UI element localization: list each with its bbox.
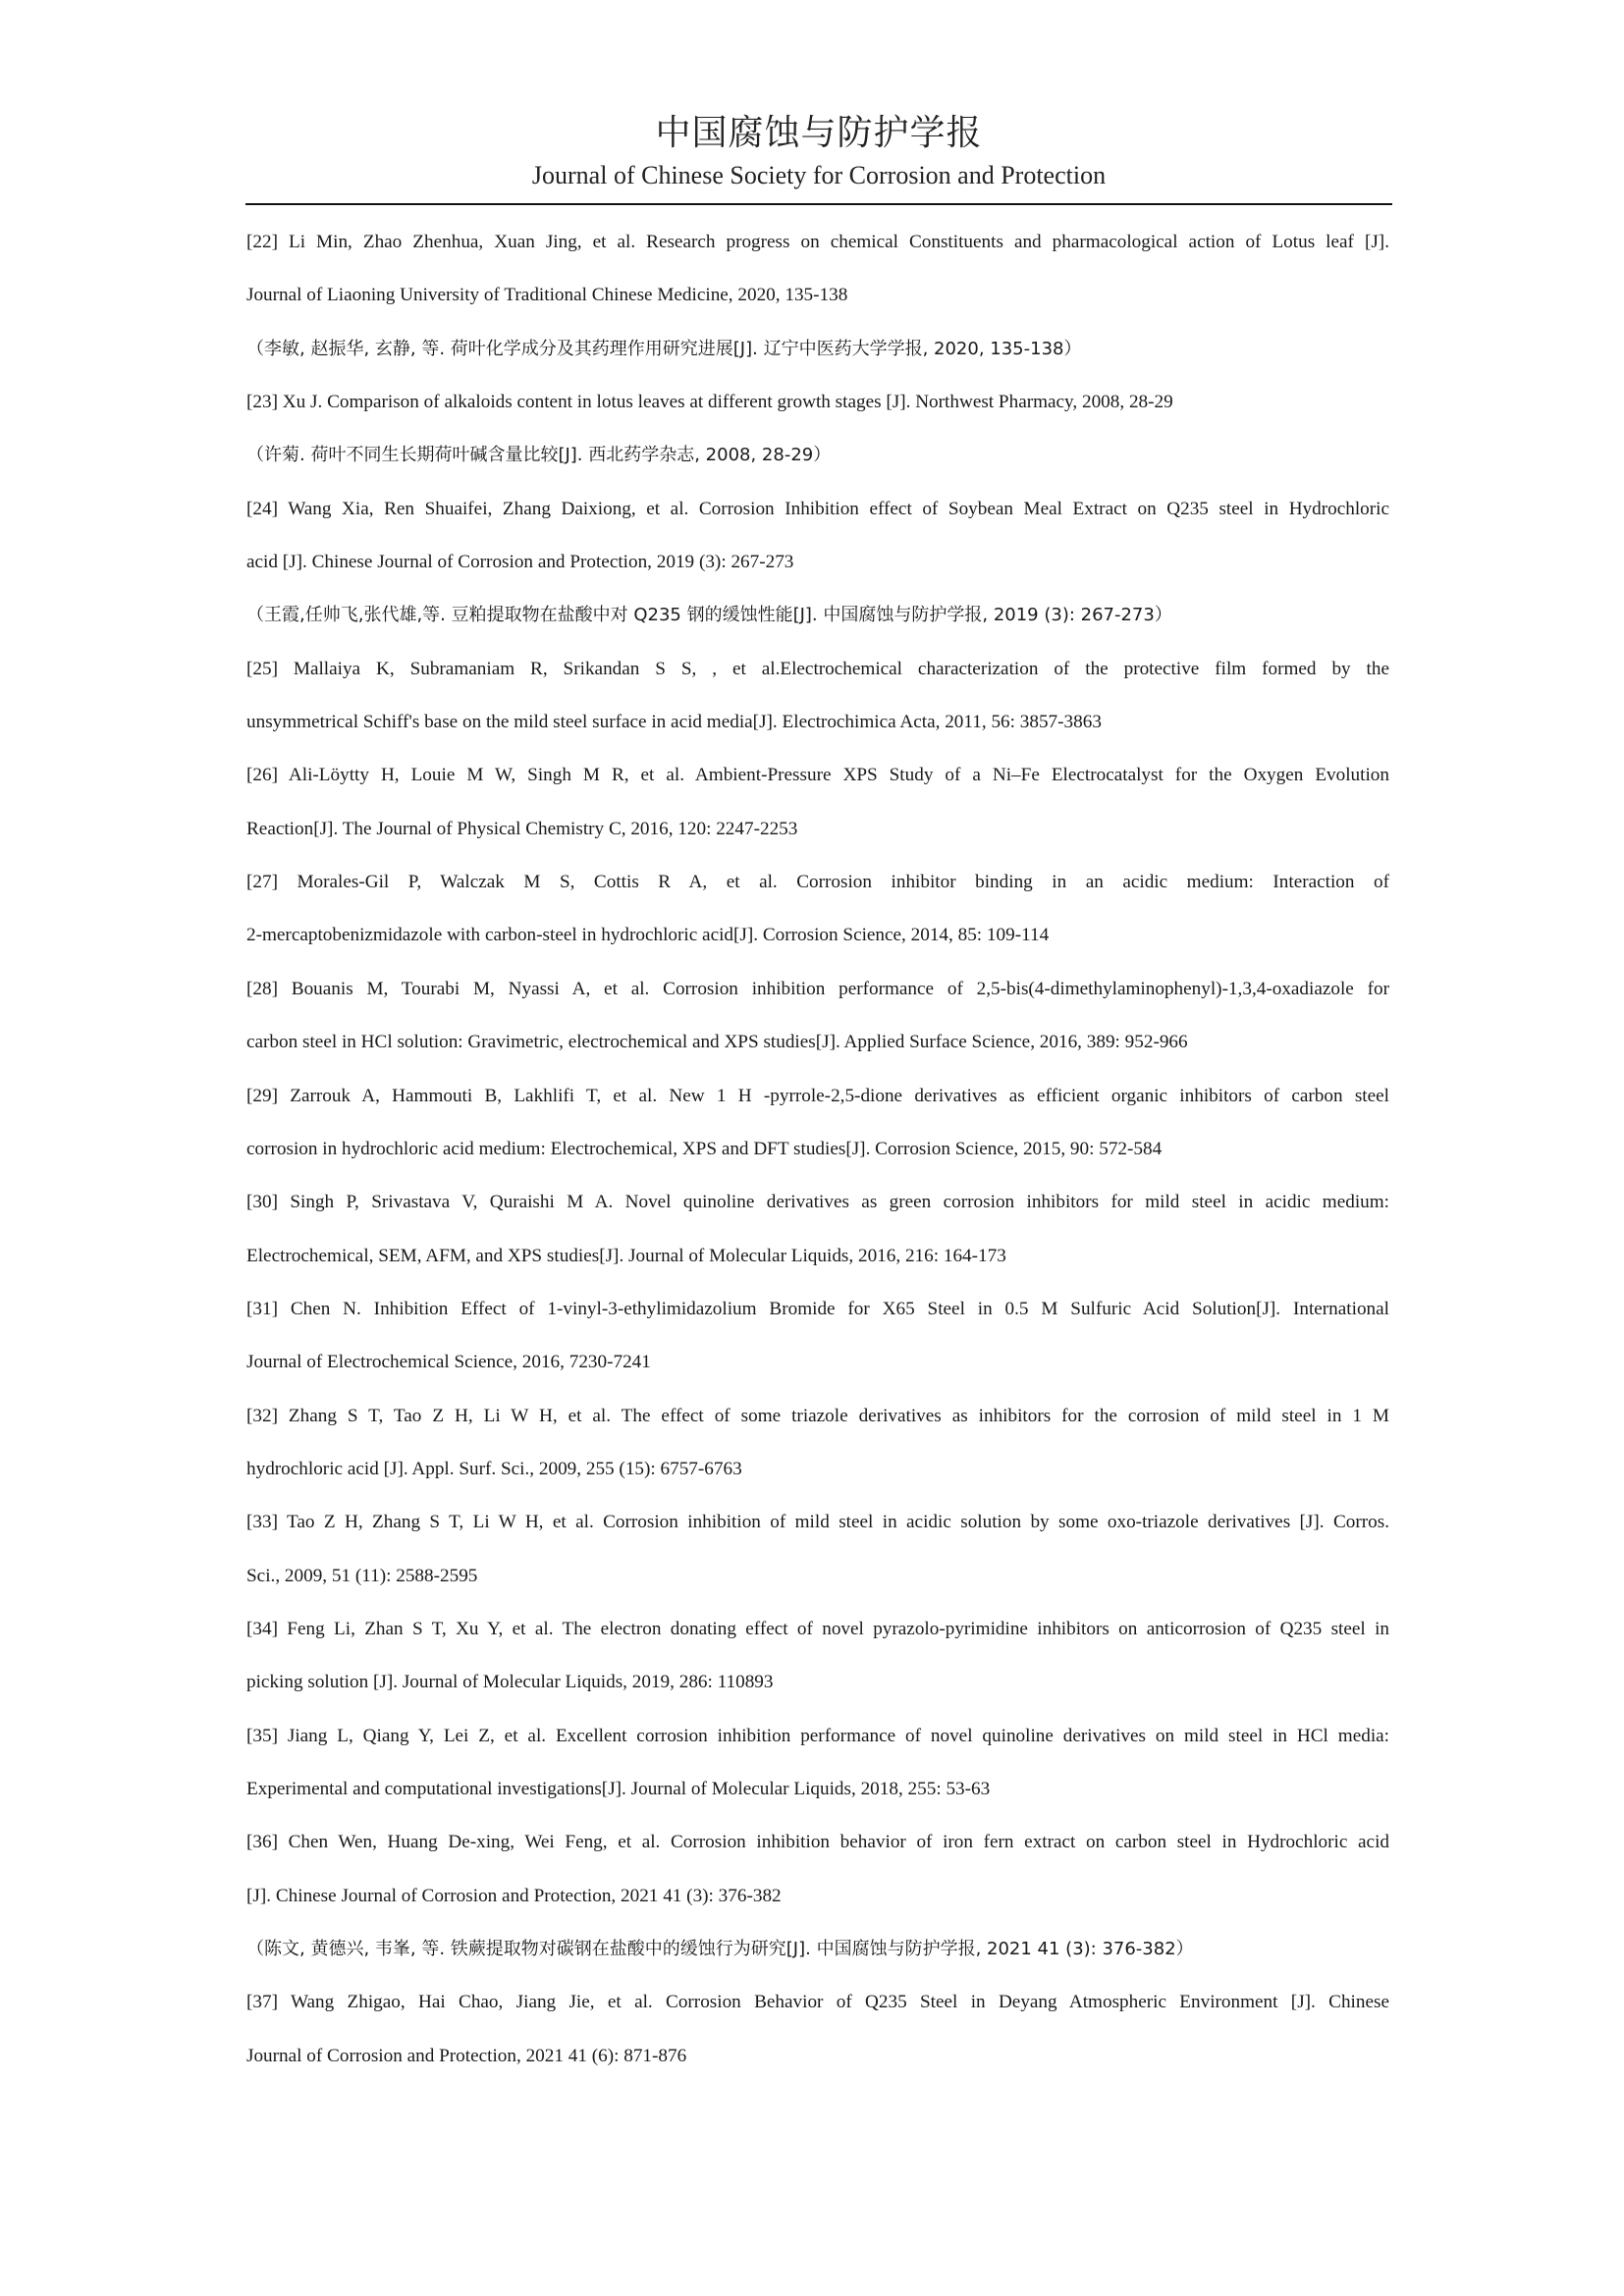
reference-line: [32] Zhang S T, Tao Z H, Li W H, et al. The effect of some triazole derivatives as inhibitors for the corrosion of mild steel in 1 M: [246, 1405, 1389, 1426]
reference-line: 2-mercaptobenizmidazole with carbon-steel in hydrochloric acid[J]. Corrosion Science, 2014, 85: 109-114: [246, 925, 1050, 946]
reference-line: Experimental and computational investigations[J]. Journal of Molecular Liquids, 2018, 255: 53-63: [246, 1778, 991, 1799]
reference-list: [246, 216, 1389, 2083]
reference-line-chinese: （王霞,任帅飞,张代雄,等. 豆粕提取物在盐酸中对 Q235 钢的缓蚀性能[J]. 中国腐蚀与防护学报, 2019 (3): 267-273）: [246, 605, 1172, 626]
reference-line: [37] Wang Zhigao, Hai Chao, Jiang Jie, et al. Corrosion Behavior of Q235 Steel in Deyang Atmospheric Environment [J]. Chinese: [246, 1992, 1389, 2013]
reference-line: Journal of Corrosion and Protection, 2021 41 (6): 871-876: [246, 2045, 687, 2066]
reference-line: [30] Singh P, Srivastava V, Quraishi M A. Novel quinoline derivatives as green corrosion inhibitors for mild steel in acidic medium:: [246, 1192, 1389, 1213]
reference-line: [31] Chen N. Inhibition Effect of 1-vinyl-3-ethylimidazolium Bromide for X65 Steel in 0.5 M Sulfuric Acid Solution[J]. International: [246, 1298, 1389, 1319]
reference-line: unsymmetrical Schiff's base on the mild steel surface in acid media[J]. Electrochimica Acta, 2011, 56: 3857-3863: [246, 712, 1102, 733]
reference-line: acid [J]. Chinese Journal of Corrosion and Protection, 2019 (3): 267-273: [246, 552, 794, 573]
reference-line: [29] Zarrouk A, Hammouti B, Lakhlifi T, et al. New 1 H -pyrrole-2,5-dione derivatives as efficient organic inhibitors of carbon steel: [246, 1085, 1389, 1106]
reference-line: carbon steel in HCl solution: Gravimetric, electrochemical and XPS studies[J]. Applied Surface Science, 2016, 389: 952-966: [246, 1032, 1188, 1053]
reference-line: corrosion in hydrochloric acid medium: Electrochemical, XPS and DFT studies[J]. Corrosion Science, 2015, 90: 572-584: [246, 1138, 1163, 1159]
journal-title-chinese: 中国腐蚀与防护学报: [655, 113, 983, 153]
reference-line: Electrochemical, SEM, AFM, and XPS studies[J]. Journal of Molecular Liquids, 2016, 216: 164-173: [246, 1245, 1006, 1266]
reference-line: [24] Wang Xia, Ren Shuaifei, Zhang Daixiong, et al. Corrosion Inhibition effect of Soybean Meal Extract on Q235 steel in Hydrochloric: [246, 498, 1389, 519]
reference-line: Reaction[J]. The Journal of Physical Chemistry C, 2016, 120: 2247-2253: [246, 818, 798, 839]
reference-line: hydrochloric acid [J]. Appl. Surf. Sci., 2009, 255 (15): 6757-6763: [246, 1458, 742, 1479]
reference-line: Journal of Electrochemical Science, 2016, 7230-7241: [246, 1352, 651, 1373]
journal-title-english: Journal of Chinese Society for Corrosion and Protection: [531, 161, 1107, 189]
reference-line: picking solution [J]. Journal of Molecular Liquids, 2019, 286: 110893: [246, 1672, 774, 1693]
reference-line-chinese: （李敏, 赵振华, 玄静, 等. 荷叶化学成分及其药理作用研究进展[J]. 辽宁中医药大学学报, 2020, 135-138）: [246, 338, 1082, 359]
journal-header: [245, 110, 1392, 192]
reference-line: [33] Tao Z H, Zhang S T, Li W H, et al. Corrosion inhibition of mild steel in acidic solution by some oxo-triazole derivatives [J]. Corros.: [246, 1512, 1389, 1533]
reference-line: [26] Ali-Löytty H, Louie M W, Singh M R, et al. Ambient-Pressure XPS Study of a Ni–Fe Electrocatalyst for the Oxygen Evolution: [246, 765, 1389, 786]
reference-line-chinese: （陈文, 黄德兴, 韦峯, 等. 铁蕨提取物对碳钢在盐酸中的缓蚀行为研究[J]. 中国腐蚀与防护学报, 2021 41 (3): 376-382）: [246, 1939, 1194, 1959]
reference-line: [34] Feng Li, Zhan S T, Xu Y, et al. The electron donating effect of novel pyrazolo-pyrimidine inhibitors on anticorrosion of Q235 steel in: [246, 1618, 1389, 1639]
reference-line: [J]. Chinese Journal of Corrosion and Protection, 2021 41 (3): 376-382: [246, 1885, 782, 1906]
reference-line: Sci., 2009, 51 (11): 2588-2595: [246, 1565, 478, 1586]
reference-line: [36] Chen Wen, Huang De-xing, Wei Feng, et al. Corrosion inhibition behavior of iron fern extract on carbon steel in Hydrochloric acid: [246, 1832, 1389, 1853]
reference-line: [22] Li Min, Zhao Zhenhua, Xuan Jing, et al. Research progress on chemical Constituents and pharmacological action of Lotus leaf [J].: [246, 232, 1389, 252]
reference-line: [23] Xu J. Comparison of alkaloids content in lotus leaves at different growth stages [J]. Northwest Pharmacy, 2008, 28-29: [246, 392, 1173, 413]
reference-line: Journal of Liaoning University of Traditional Chinese Medicine, 2020, 135-138: [246, 285, 848, 306]
header-rule: [245, 203, 1392, 205]
reference-line: [35] Jiang L, Qiang Y, Lei Z, et al. Excellent corrosion inhibition performance of novel quinoline derivatives on mild steel in HCl media:: [246, 1725, 1389, 1746]
reference-line: [25] Mallaiya K, Subramaniam R, Srikandan S S, , et al.Electrochemical characterization of the protective film formed by the: [246, 658, 1389, 679]
reference-line-chinese: （许菊. 荷叶不同生长期荷叶碱含量比较[J]. 西北药学杂志, 2008, 28-29）: [246, 445, 832, 466]
reference-line: [27] Morales-Gil P, Walczak M S, Cottis R A, et al. Corrosion inhibitor binding in an acidic medium: Interaction of: [246, 872, 1389, 893]
reference-line: [28] Bouanis M, Tourabi M, Nyassi A, et al. Corrosion inhibition performance of 2,5-bis(4-dimethylaminophenyl)-1,3,4-oxadiazole for: [246, 978, 1389, 999]
